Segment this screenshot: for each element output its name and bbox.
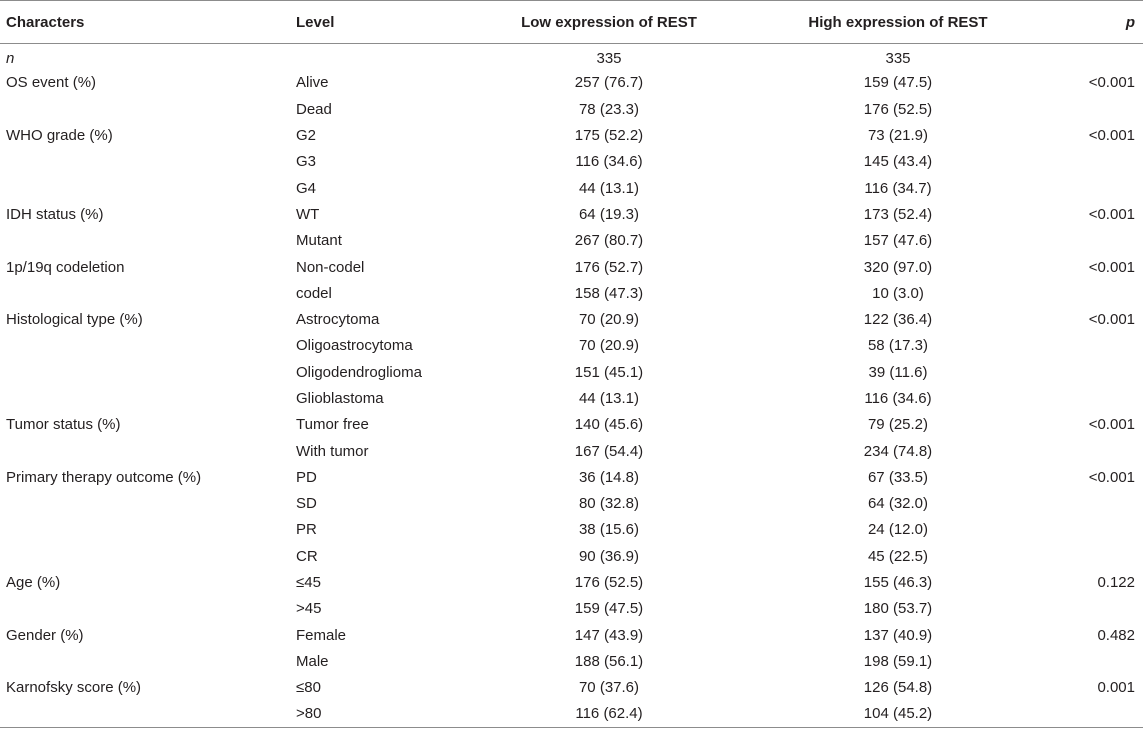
- cell-level: Oligodendroglioma: [296, 363, 422, 381]
- cell-low-expression: 158 (47.3): [574, 284, 644, 302]
- cell-p-value: [1048, 228, 1143, 254]
- table-row: [0, 438, 1143, 464]
- cell-level: CR: [296, 547, 318, 565]
- cell-p-value: [1048, 333, 1143, 359]
- table-row: [0, 44, 1143, 70]
- cell-low-expression: 44 (13.1): [578, 390, 640, 407]
- cell-level: PR: [296, 521, 317, 539]
- cell-p-value: [1048, 517, 1143, 543]
- table-row: [0, 359, 1143, 385]
- cell-high-expression: 180 (53.7): [863, 600, 933, 618]
- cell-level: Tumor free: [296, 416, 369, 434]
- cell-p-value: <0.001: [1088, 205, 1135, 223]
- cell-level: Astrocytoma: [296, 311, 380, 329]
- cell-p-value: [1048, 438, 1143, 464]
- cell-low-expression: 90 (36.9): [578, 547, 640, 565]
- cell-level: codel: [296, 284, 332, 302]
- cell-p-value: [1048, 44, 1143, 70]
- cell-level: ≤45: [296, 574, 321, 592]
- cell-characters: [0, 596, 292, 622]
- cell-level: G3: [296, 153, 317, 171]
- cell-p-value: <0.001: [1088, 74, 1135, 92]
- cell-characters: IDH status (%): [6, 205, 104, 223]
- cell-low-expression: 116 (34.6): [575, 153, 643, 171]
- cell-characters: [0, 228, 292, 254]
- cell-high-expression: 10 (3.0): [872, 284, 924, 302]
- cell-low-expression: 140 (45.6): [574, 416, 644, 434]
- cell-low-expression: 64 (19.3): [578, 205, 640, 223]
- header-row: [0, 1, 1143, 44]
- cell-p-value: 0.122: [1097, 574, 1135, 592]
- table-row: [0, 333, 1143, 359]
- cell-characters: [0, 491, 292, 517]
- cell-characters: [0, 175, 292, 201]
- cell-high-expression: 67 (33.5): [867, 468, 929, 486]
- cell-p-value: [1048, 359, 1143, 385]
- cell-level: WT: [296, 205, 320, 223]
- table-row: [0, 412, 1143, 438]
- cell-high-expression: 58 (17.3): [867, 337, 929, 355]
- cell-high-expression: 320 (97.0): [863, 258, 933, 276]
- table-row: [0, 491, 1143, 517]
- table-body: [0, 44, 1143, 728]
- table-row: [0, 385, 1143, 411]
- cell-high-expression: 116 (34.6): [864, 390, 932, 407]
- header-level: Level: [292, 1, 470, 44]
- cell-characters: OS event (%): [6, 74, 97, 92]
- cell-high-expression: 64 (32.0): [867, 495, 929, 513]
- cell-characters: [0, 648, 292, 674]
- cell-high-expression: 234 (74.8): [863, 442, 933, 460]
- cell-characters: [0, 333, 292, 359]
- cell-high-expression: 176 (52.5): [863, 100, 933, 118]
- cell-high-expression: 173 (52.4): [863, 205, 933, 223]
- cell-p-value: [1048, 701, 1143, 727]
- cell-low-expression: 80 (32.8): [578, 495, 640, 513]
- table-row: [0, 280, 1143, 306]
- cell-level: Dead: [296, 100, 332, 118]
- cell-characters: Primary therapy outcome (%): [6, 468, 202, 486]
- table-row: [0, 648, 1143, 674]
- cell-level: Alive: [296, 74, 329, 92]
- cell-characters: Karnofsky score (%): [6, 679, 142, 697]
- cell-high-expression: 73 (21.9): [867, 127, 929, 145]
- table-row: [0, 569, 1143, 595]
- cell-level: SD: [296, 495, 317, 513]
- cell-characters: [0, 517, 292, 543]
- cell-p-value: <0.001: [1088, 416, 1135, 434]
- cell-low-expression: 257 (76.7): [574, 74, 644, 92]
- table-row: [0, 701, 1143, 727]
- header-characters: Characters: [0, 1, 292, 44]
- table-row: [0, 175, 1143, 201]
- cell-level: Oligoastrocytoma: [296, 337, 413, 355]
- cell-high-expression: 122 (36.4): [863, 311, 933, 329]
- cell-characters: Age (%): [6, 574, 61, 592]
- cell-characters: n: [6, 50, 15, 68]
- cell-p-value: [1048, 491, 1143, 517]
- cell-low-expression: 176 (52.5): [574, 574, 644, 592]
- table-row: [0, 517, 1143, 543]
- table-row: [0, 228, 1143, 254]
- cell-high-expression: 116 (34.7): [864, 179, 932, 197]
- cell-characters: WHO grade (%): [6, 127, 113, 145]
- cell-p-value: [1048, 280, 1143, 306]
- cell-high-expression: 335: [885, 50, 911, 68]
- cell-low-expression: 176 (52.7): [574, 258, 644, 276]
- cell-high-expression: 157 (47.6): [863, 232, 933, 250]
- cell-level: ≤80: [296, 679, 321, 697]
- table-row: [0, 201, 1143, 227]
- cell-level: G4: [296, 179, 317, 197]
- cell-high-expression: 24 (12.0): [867, 521, 929, 539]
- cell-low-expression: 116 (62.4): [470, 701, 748, 727]
- cell-high-expression: 39 (11.6): [868, 363, 928, 381]
- table-row: [0, 254, 1143, 280]
- cell-low-expression: 335: [596, 50, 622, 68]
- cell-p-value: [1048, 648, 1143, 674]
- cell-p-value: <0.001: [1088, 468, 1135, 486]
- cell-low-expression: 38 (15.6): [578, 521, 640, 539]
- cell-low-expression: 78 (23.3): [578, 100, 640, 118]
- table-row: [0, 464, 1143, 490]
- table-row: [0, 149, 1143, 175]
- cell-level: Mutant: [296, 232, 342, 250]
- cell-level: Non-codel: [296, 258, 365, 276]
- table-row: [0, 306, 1143, 332]
- cell-p-value: [1048, 543, 1143, 569]
- header-high-expression: High expression of REST: [748, 1, 1048, 44]
- cell-p-value: <0.001: [1088, 127, 1135, 145]
- cell-high-expression: 137 (40.9): [863, 626, 933, 644]
- cell-high-expression: 79 (25.2): [867, 416, 929, 434]
- cell-high-expression: 104 (45.2): [748, 701, 1048, 727]
- table-row: [0, 622, 1143, 648]
- cell-p-value: <0.001: [1088, 311, 1135, 329]
- cell-p-value: <0.001: [1088, 258, 1135, 276]
- cell-characters: [0, 359, 292, 385]
- cell-characters: [0, 438, 292, 464]
- cell-high-expression: 159 (47.5): [863, 74, 933, 92]
- cell-p-value: [1048, 385, 1143, 411]
- cell-characters: 1p/19q codeletion: [6, 258, 125, 276]
- cell-characters: [0, 385, 292, 411]
- cell-p-value: 0.001: [1097, 679, 1135, 697]
- cell-level: PD: [296, 468, 317, 486]
- cell-low-expression: 70 (37.6): [578, 679, 640, 697]
- table-row: [0, 675, 1143, 701]
- cell-high-expression: 155 (46.3): [863, 574, 933, 592]
- cell-low-expression: 151 (45.1): [574, 363, 644, 381]
- cell-characters: [0, 280, 292, 306]
- cell-low-expression: 70 (20.9): [578, 337, 640, 355]
- cell-low-expression: 147 (43.9): [574, 626, 644, 644]
- cell-p-value: [1048, 175, 1143, 201]
- cell-level: >80: [292, 701, 470, 727]
- table-row: [0, 122, 1143, 148]
- cell-low-expression: 44 (13.1): [578, 179, 640, 197]
- header-low-expression: Low expression of REST: [470, 1, 748, 44]
- cell-high-expression: 198 (59.1): [863, 652, 933, 670]
- cell-low-expression: 159 (47.5): [574, 600, 644, 618]
- cell-characters: Gender (%): [6, 626, 84, 644]
- cell-characters: [0, 149, 292, 175]
- cell-level: With tumor: [296, 442, 369, 460]
- cell-characters: [0, 701, 292, 727]
- cell-p-value: [1048, 96, 1143, 122]
- cell-low-expression: 175 (52.2): [574, 127, 644, 145]
- cell-p-value: [1048, 149, 1143, 175]
- cell-low-expression: 167 (54.4): [574, 442, 644, 460]
- cell-p-value: [1048, 596, 1143, 622]
- cell-low-expression: 70 (20.9): [578, 311, 640, 329]
- cell-characters: Histological type (%): [6, 311, 143, 329]
- cell-high-expression: 145 (43.4): [863, 153, 933, 171]
- cell-characters: [0, 96, 292, 122]
- cell-level: G2: [296, 127, 317, 145]
- table-row: [0, 543, 1143, 569]
- cell-characters: Tumor status (%): [6, 416, 121, 434]
- table-header: [0, 1, 1143, 44]
- cell-level: Male: [296, 652, 329, 670]
- cell-p-value: 0.482: [1097, 626, 1135, 644]
- cell-level: >45: [296, 600, 322, 618]
- cell-level: [292, 44, 470, 70]
- cell-low-expression: 267 (80.7): [574, 232, 644, 250]
- cell-high-expression: 45 (22.5): [867, 547, 929, 565]
- cell-low-expression: 36 (14.8): [578, 468, 640, 486]
- table-row: [0, 96, 1143, 122]
- cell-low-expression: 188 (56.1): [574, 652, 644, 670]
- table-row: [0, 70, 1143, 96]
- table-row: [0, 596, 1143, 622]
- cell-level: Female: [296, 626, 347, 644]
- header-p-value: p: [1048, 1, 1143, 44]
- cell-level: Glioblastoma: [296, 390, 384, 407]
- cell-characters: [0, 543, 292, 569]
- cell-high-expression: 126 (54.8): [863, 679, 933, 697]
